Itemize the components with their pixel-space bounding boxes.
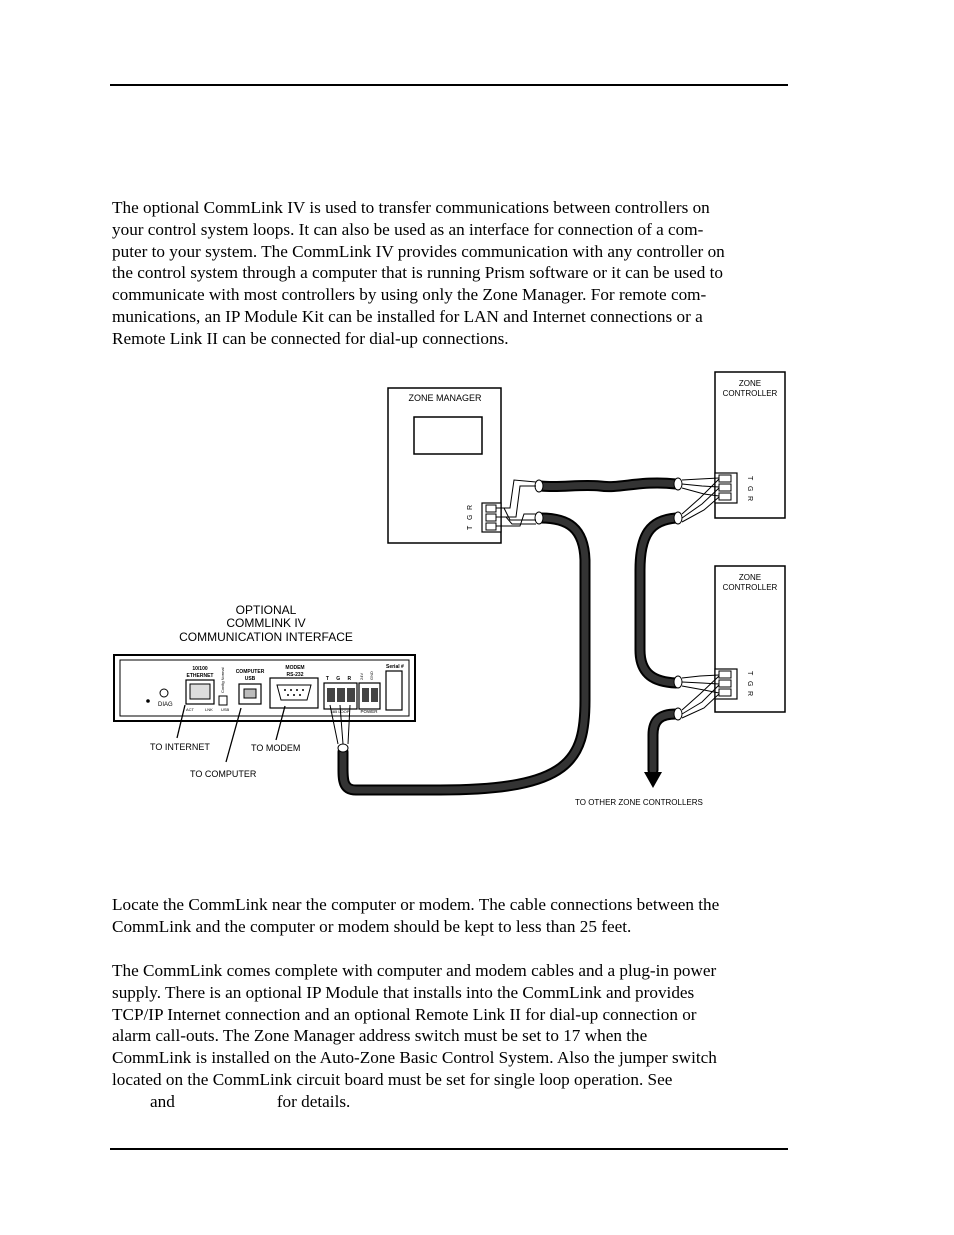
tgr-label: T xyxy=(467,525,474,530)
tgr-label: G xyxy=(746,681,753,687)
text-line: TCP/IP Internet connection and an optional Remote Link II for dial-up connection or xyxy=(112,1004,697,1024)
tgr-label: G xyxy=(467,514,474,520)
to-internet-label: TO INTERNET xyxy=(150,742,210,752)
tgr-label: T xyxy=(746,671,753,676)
serial-plate xyxy=(386,671,402,710)
text-line: located on the CommLink circuit board must be set for single loop operation. See xyxy=(112,1069,673,1089)
port-label: USB xyxy=(244,676,256,682)
text-line: communicate with most controllers by using only the Zone Manager. For remote com- xyxy=(112,285,707,305)
port-label: ETHERNET xyxy=(186,673,214,679)
zone-controller-label: ZONE xyxy=(738,379,762,388)
port-label: RS-232 xyxy=(286,672,304,678)
text-line: alarm call-outs. The Zone Manager address switch must be set to 17 when the xyxy=(112,1026,648,1046)
diag-label: DIAG xyxy=(158,702,173,708)
commlink-title: OPTIONAL xyxy=(235,603,297,617)
text-line: Remote Link II can be connected for dial-up connections. xyxy=(112,328,509,348)
port-label: Serial # xyxy=(386,664,404,670)
port-label: LNK xyxy=(205,707,213,712)
port-label: MODEM xyxy=(285,665,305,671)
text-line: puter to your system. The CommLink IV provides communication with any controller on xyxy=(112,241,725,261)
diag-led xyxy=(160,689,168,697)
zone-manager-display xyxy=(414,417,482,454)
port-label: COMPUTER xyxy=(235,669,265,675)
zone-controller-1 xyxy=(715,372,785,518)
port-label: 24V xyxy=(359,672,364,680)
to-modem-label: TO MODEM xyxy=(251,743,301,753)
text-line: CommLink and the computer or modem should be kept to less than 25 feet. xyxy=(112,916,632,936)
port-label: 485 LOOP xyxy=(330,709,350,714)
zone-manager xyxy=(388,388,501,543)
port-label: GND xyxy=(369,671,374,680)
arrow-down-icon xyxy=(644,772,662,788)
and-text: and xyxy=(150,1091,175,1111)
footer-rule xyxy=(110,1148,788,1150)
tgr-label: T xyxy=(746,476,753,481)
commlink-title: COMMUNICATION INTERFACE xyxy=(179,630,353,644)
supply-paragraph xyxy=(112,960,788,1113)
config-switch xyxy=(219,696,227,705)
text-line: CommLink is installed on the Auto-Zone Basic Control System. Also the jumper switch xyxy=(112,1048,717,1068)
port-label: USB xyxy=(221,707,230,712)
text-line: supply. There is an optional IP Module that installs into the CommLink and provides xyxy=(112,982,695,1002)
intro-paragraph xyxy=(112,197,788,350)
text-line: munications, an IP Module Kit can be installed for LAN and Internet connections or a xyxy=(112,306,703,326)
port-label: ACT xyxy=(186,707,194,712)
details-text: for details. xyxy=(276,1091,351,1111)
zone-controller-label: CONTROLLER xyxy=(722,583,778,592)
to-computer-label: TO COMPUTER xyxy=(190,769,257,779)
text-line: The CommLink comes complete with computer and modem cables and a plug-in power xyxy=(112,961,717,980)
location-paragraph xyxy=(112,894,788,938)
text-line: your control system loops. It can also be used as an interface for connection of a com- xyxy=(112,219,704,239)
tgr-label: R xyxy=(467,504,474,510)
port-label: Config Normal xyxy=(220,667,225,693)
wiring-diagram xyxy=(0,360,954,820)
port-label: T G R xyxy=(325,676,355,682)
zone-controller-2 xyxy=(715,566,785,712)
commlink-title: COMMLINK IV xyxy=(226,616,306,630)
port-label: POWER xyxy=(360,709,378,714)
tgr-label: G xyxy=(746,486,753,492)
header-rule xyxy=(110,84,788,86)
text-line: The optional CommLink IV is used to transfer communications between controllers on xyxy=(112,198,710,217)
tgr-label: R xyxy=(746,691,753,697)
zone-controller-label: CONTROLLER xyxy=(722,389,778,398)
text-line: Locate the CommLink near the computer or modem. The cable connections between the xyxy=(112,895,720,914)
tgr-label: R xyxy=(746,496,753,502)
zone-controller-label: ZONE xyxy=(738,573,762,582)
to-other-label: TO OTHER ZONE CONTROLLERS xyxy=(575,798,703,807)
text-line xyxy=(112,1091,788,1113)
text-line: the control system through a computer that is running Prism software or it can be used to xyxy=(112,263,723,283)
zone-manager-label: ZONE MANAGER xyxy=(408,393,482,403)
commlink-unit xyxy=(114,655,415,721)
port-label: 10/100 xyxy=(192,666,208,672)
